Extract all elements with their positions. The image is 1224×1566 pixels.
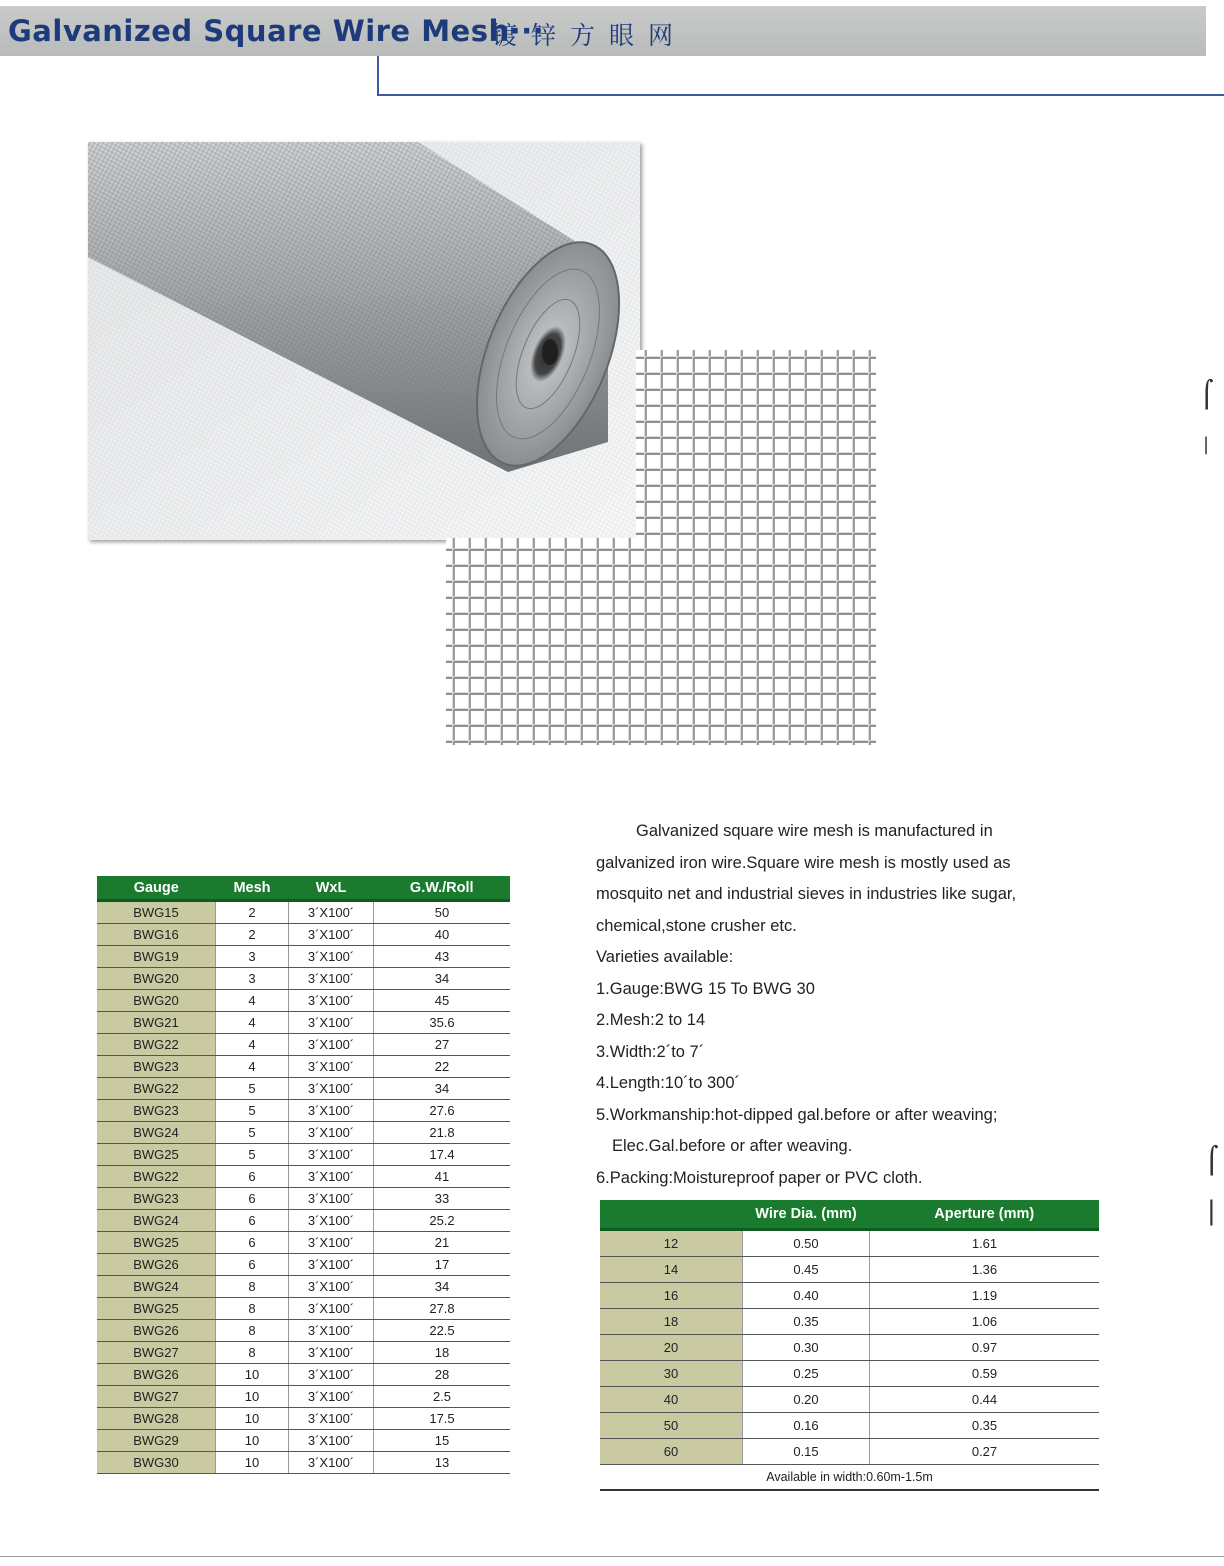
mesh-cell: 6	[216, 1210, 289, 1232]
aperture-cell: 0.59	[870, 1361, 1100, 1387]
gw-roll-cell: 18	[374, 1342, 511, 1364]
table-row	[600, 1257, 1099, 1283]
aperture-cell: 0.97	[870, 1335, 1100, 1361]
mesh-cell: 5	[216, 1122, 289, 1144]
table-note-row	[600, 1465, 1099, 1491]
gw-roll-cell: 27.6	[374, 1100, 511, 1122]
mesh-count-cell: 14	[600, 1257, 743, 1283]
mesh-count-cell: 12	[600, 1230, 743, 1257]
wxl-cell: 3´X100´	[289, 1166, 374, 1188]
table-row	[97, 1144, 510, 1166]
variety-workmanship-cont: Elec.Gal.before or after weaving.	[612, 1137, 853, 1155]
gw-roll-cell: 21.8	[374, 1122, 511, 1144]
mesh-cell: 6	[216, 1188, 289, 1210]
gauge-cell: BWG26	[97, 1320, 216, 1342]
wxl-cell: 3´X100´	[289, 1430, 374, 1452]
header-divider-vertical	[377, 56, 379, 96]
col-header-aperture: Aperture (mm)	[870, 1200, 1100, 1230]
mesh-cell: 6	[216, 1166, 289, 1188]
col-header-mesh: Mesh	[216, 876, 289, 901]
table-row	[97, 1188, 510, 1210]
wxl-cell: 3´X100´	[289, 1408, 374, 1430]
gw-roll-cell: 35.6	[374, 1012, 511, 1034]
mesh-cell: 8	[216, 1320, 289, 1342]
variety-length: 4.Length:10´to 300´	[596, 1074, 741, 1092]
table-header-row	[600, 1200, 1099, 1230]
aperture-cell: 1.06	[870, 1309, 1100, 1335]
page-title-chinese: 镀锌方眼网	[492, 21, 688, 50]
footer-divider	[0, 1556, 1224, 1557]
table-row	[600, 1361, 1099, 1387]
gauge-cell: BWG20	[97, 990, 216, 1012]
wxl-cell: 3´X100´	[289, 946, 374, 968]
mesh-cell: 10	[216, 1386, 289, 1408]
wxl-cell: 3´X100´	[289, 1012, 374, 1034]
gauge-cell: BWG26	[97, 1364, 216, 1386]
gw-roll-cell: 28	[374, 1364, 511, 1386]
gw-roll-cell: 40	[374, 924, 511, 946]
mesh-cell: 5	[216, 1144, 289, 1166]
table-row	[600, 1413, 1099, 1439]
gauge-cell: BWG22	[97, 1034, 216, 1056]
table-row	[97, 946, 510, 968]
wire-table-body	[600, 1230, 1099, 1465]
gw-roll-cell: 17.4	[374, 1144, 511, 1166]
col-header-gw-roll: G.W./Roll	[374, 876, 511, 901]
wire-dia-cell: 0.45	[743, 1257, 870, 1283]
product-description	[596, 816, 1066, 1194]
gauge-cell: BWG26	[97, 1254, 216, 1276]
table-row	[600, 1387, 1099, 1413]
gw-roll-cell: 27.8	[374, 1298, 511, 1320]
table-row	[97, 1452, 510, 1474]
variety-width: 3.Width:2´to 7´	[596, 1042, 705, 1061]
wxl-cell: 3´X100´	[289, 901, 374, 924]
square-mesh-closeup-photo	[446, 350, 876, 745]
mesh-count-cell: 60	[600, 1439, 743, 1465]
wxl-cell: 3´X100´	[289, 990, 374, 1012]
mesh-count-cell: 50	[600, 1413, 743, 1439]
table-row	[97, 1122, 510, 1144]
table-row	[600, 1283, 1099, 1309]
mesh-cell: 8	[216, 1276, 289, 1298]
gauge-cell: BWG22	[97, 1078, 216, 1100]
gw-roll-cell: 34	[374, 1276, 511, 1298]
gauge-cell: BWG21	[97, 1012, 216, 1034]
description-line-1: galvanized iron wire.Square wire mesh is mostly used as	[596, 853, 1011, 872]
gw-roll-cell: 41	[374, 1166, 511, 1188]
gw-roll-cell: 45	[374, 990, 511, 1012]
table-row	[97, 990, 510, 1012]
table-row	[97, 924, 510, 946]
gw-roll-cell: 34	[374, 1078, 511, 1100]
mesh-cell: 10	[216, 1452, 289, 1474]
aperture-cell: 0.27	[870, 1439, 1100, 1465]
wire-dia-cell: 0.25	[743, 1361, 870, 1387]
gauge-cell: BWG25	[97, 1144, 216, 1166]
mesh-cell: 8	[216, 1298, 289, 1320]
gw-roll-cell: 13	[374, 1452, 511, 1474]
gauge-cell: BWG15	[97, 901, 216, 924]
mesh-cell: 5	[216, 1078, 289, 1100]
gauge-table-body	[97, 901, 510, 1474]
wire-dia-cell: 0.50	[743, 1230, 870, 1257]
wxl-cell: 3´X100´	[289, 1232, 374, 1254]
mesh-count-cell: 20	[600, 1335, 743, 1361]
table-row	[97, 1430, 510, 1452]
gw-roll-cell: 27	[374, 1034, 511, 1056]
col-header-mesh-count	[600, 1200, 743, 1230]
table-row	[97, 1320, 510, 1342]
wire-dia-cell: 0.16	[743, 1413, 870, 1439]
wxl-cell: 3´X100´	[289, 1254, 374, 1276]
mesh-count-cell: 16	[600, 1283, 743, 1309]
gauge-cell: BWG24	[97, 1276, 216, 1298]
gauge-cell: BWG23	[97, 1056, 216, 1078]
mesh-cell: 6	[216, 1254, 289, 1276]
gw-roll-cell: 43	[374, 946, 511, 968]
wxl-cell: 3´X100´	[289, 1188, 374, 1210]
gauge-cell: BWG16	[97, 924, 216, 946]
description-line-3: chemical,stone crusher etc.	[596, 916, 797, 935]
table-header-row	[97, 876, 510, 901]
mesh-cell: 4	[216, 1012, 289, 1034]
table-row	[97, 1056, 510, 1078]
table-row	[97, 1034, 510, 1056]
mesh-cell: 6	[216, 1232, 289, 1254]
gauge-cell: BWG23	[97, 1188, 216, 1210]
gauge-cell: BWG24	[97, 1122, 216, 1144]
wxl-cell: 3´X100´	[289, 1386, 374, 1408]
availability-note: Available in width:0.60m-1.5m	[600, 1465, 1099, 1491]
wxl-cell: 3´X100´	[289, 924, 374, 946]
table-row	[97, 1210, 510, 1232]
table-row	[97, 1342, 510, 1364]
aperture-cell: 0.35	[870, 1413, 1100, 1439]
wxl-cell: 3´X100´	[289, 1122, 374, 1144]
gw-roll-cell: 17.5	[374, 1408, 511, 1430]
mesh-count-cell: 18	[600, 1309, 743, 1335]
table-row	[97, 1364, 510, 1386]
wire-dia-cell: 0.40	[743, 1283, 870, 1309]
gw-roll-cell: 21	[374, 1232, 511, 1254]
description-line-2: mosquito net and industrial sieves in industries like sugar,	[596, 885, 1017, 903]
wxl-cell: 3´X100´	[289, 1320, 374, 1342]
gw-roll-cell: 17	[374, 1254, 511, 1276]
mesh-cell: 3	[216, 946, 289, 968]
table-row	[97, 1100, 510, 1122]
gauge-cell: BWG25	[97, 1232, 216, 1254]
table-row	[600, 1309, 1099, 1335]
wxl-cell: 3´X100´	[289, 1078, 374, 1100]
mesh-cell: 3	[216, 968, 289, 990]
gauge-cell: BWG20	[97, 968, 216, 990]
gw-roll-cell: 25.2	[374, 1210, 511, 1232]
wxl-cell: 3´X100´	[289, 1210, 374, 1232]
gauge-cell: BWG27	[97, 1342, 216, 1364]
gw-roll-cell: 15	[374, 1430, 511, 1452]
table-row	[97, 1166, 510, 1188]
col-header-wire-dia: Wire Dia. (mm)	[743, 1200, 870, 1230]
mesh-cell: 8	[216, 1342, 289, 1364]
wxl-cell: 3´X100´	[289, 1452, 374, 1474]
mesh-cell: 4	[216, 1034, 289, 1056]
gauge-cell: BWG28	[97, 1408, 216, 1430]
wxl-cell: 3´X100´	[289, 1276, 374, 1298]
aperture-cell: 1.61	[870, 1230, 1100, 1257]
header-divider-horizontal	[377, 94, 1224, 96]
mesh-cell: 5	[216, 1100, 289, 1122]
wire-dia-cell: 0.30	[743, 1335, 870, 1361]
mesh-cell: 10	[216, 1364, 289, 1386]
page-title: Galvanized Square Wire Mesh···	[8, 14, 545, 48]
gauge-cell: BWG30	[97, 1452, 216, 1474]
wire-dia-cell: 0.20	[743, 1387, 870, 1413]
table-row	[97, 1408, 510, 1430]
wire-dia-cell: 0.35	[743, 1309, 870, 1335]
table-row	[97, 1254, 510, 1276]
mesh-count-cell: 40	[600, 1387, 743, 1413]
table-row	[600, 1335, 1099, 1361]
wxl-cell: 3´X100´	[289, 1056, 374, 1078]
gauge-cell: BWG23	[97, 1100, 216, 1122]
edge-mark-4: |	[1207, 1196, 1216, 1226]
gauge-cell: BWG22	[97, 1166, 216, 1188]
table-row	[97, 1276, 510, 1298]
table-row	[97, 1386, 510, 1408]
gw-roll-cell: 22.5	[374, 1320, 511, 1342]
gauge-cell: BWG24	[97, 1210, 216, 1232]
table-row	[97, 1298, 510, 1320]
wxl-cell: 3´X100´	[289, 1034, 374, 1056]
gw-roll-cell: 34	[374, 968, 511, 990]
gauge-cell: BWG29	[97, 1430, 216, 1452]
wxl-cell: 3´X100´	[289, 1100, 374, 1122]
gw-roll-cell: 50	[374, 901, 511, 924]
table-row	[600, 1230, 1099, 1257]
variety-packing: 6.Packing:Moistureproof paper or PVC cloth.	[596, 1168, 923, 1187]
table-row	[97, 1232, 510, 1254]
wxl-cell: 3´X100´	[289, 1144, 374, 1166]
variety-gauge: 1.Gauge:BWG 15 To BWG 30	[596, 979, 815, 998]
wire-spec-table	[600, 1200, 1099, 1491]
edge-mark-3: ⌠	[1205, 1146, 1219, 1176]
variety-mesh: 2.Mesh:2 to 14	[596, 1011, 706, 1029]
wire-dia-cell: 0.15	[743, 1439, 870, 1465]
wxl-cell: 3´X100´	[289, 1298, 374, 1320]
wxl-cell: 3´X100´	[289, 1364, 374, 1386]
table-row	[97, 1078, 510, 1100]
wxl-cell: 3´X100´	[289, 968, 374, 990]
wxl-cell: 3´X100´	[289, 1342, 374, 1364]
mesh-cell: 2	[216, 901, 289, 924]
varieties-heading: Varieties available:	[596, 948, 734, 966]
edge-mark-1: ⌠	[1200, 380, 1214, 410]
mesh-cell: 2	[216, 924, 289, 946]
edge-mark-2: |	[1203, 434, 1210, 455]
gauge-spec-table	[97, 876, 510, 1474]
aperture-cell: 0.44	[870, 1387, 1100, 1413]
description-intro: Galvanized square wire mesh is manufactured in	[636, 822, 993, 840]
table-row	[97, 1012, 510, 1034]
gauge-cell: BWG25	[97, 1298, 216, 1320]
mesh-cell: 10	[216, 1408, 289, 1430]
mesh-cell: 4	[216, 1056, 289, 1078]
variety-workmanship: 5.Workmanship:hot-dipped gal.before or after weaving;	[596, 1105, 998, 1124]
gw-roll-cell: 33	[374, 1188, 511, 1210]
aperture-cell: 1.19	[870, 1283, 1100, 1309]
table-row	[600, 1439, 1099, 1465]
aperture-cell: 1.36	[870, 1257, 1100, 1283]
gauge-cell: BWG19	[97, 946, 216, 968]
gw-roll-cell: 2.5	[374, 1386, 511, 1408]
col-header-wxl: WxL	[289, 876, 374, 901]
table-row	[97, 968, 510, 990]
mesh-cell: 4	[216, 990, 289, 1012]
col-header-gauge: Gauge	[97, 876, 216, 901]
mesh-count-cell: 30	[600, 1361, 743, 1387]
gauge-cell: BWG27	[97, 1386, 216, 1408]
table-row	[97, 901, 510, 924]
mesh-cell: 10	[216, 1430, 289, 1452]
gw-roll-cell: 22	[374, 1056, 511, 1078]
